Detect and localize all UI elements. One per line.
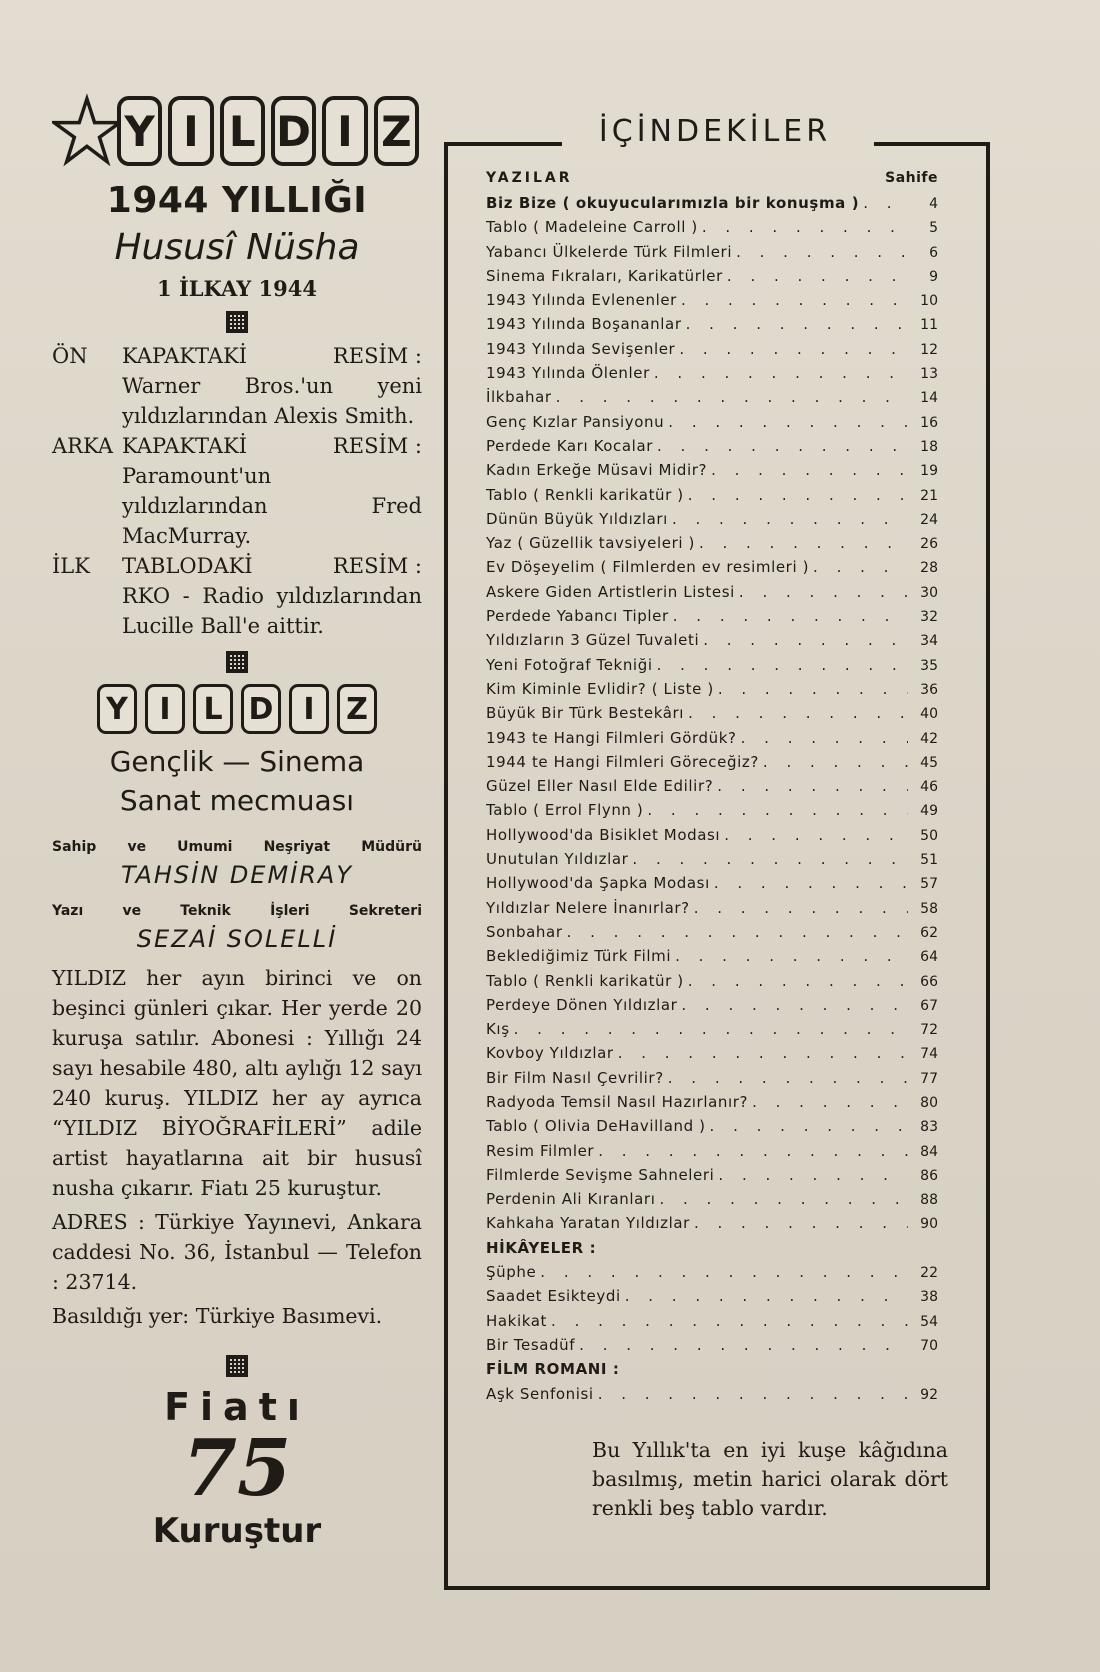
toc-entry-page: 83 [920,1119,938,1136]
cover-front-head [52,341,422,371]
toc-row [486,388,938,412]
logo-letter: I [145,684,185,734]
dot-leader [681,291,908,309]
toc-row [486,874,938,898]
yildiz-logo-small [52,681,422,737]
toc-row [486,923,938,947]
toc-entry-title: Şüphe [486,1263,537,1282]
toc-entry-title: Biz Bize ( okuyucularımızla bir konuşma ) [486,194,860,212]
toc-entry-title: 1944 te Hangi Filmleri Göreceğiz? [486,752,759,771]
toc-entry-title: 1943 Yılında Boşananlar [486,315,682,334]
toc-entry-title: Kadın Erkeğe Müsavi Midir? [486,461,708,480]
logo-letter: D [271,96,316,166]
cover-back-body: Paramount'un yıldızlarından Fred MacMurray. [122,464,422,548]
toc-row [486,1020,938,1044]
role-owner [52,839,422,855]
toc-entry-title: Büyük Bir Türk Bestekârı [486,704,685,723]
printer-info: Basıldığı yer: Türkiye Basımevi. [52,1304,383,1328]
cover-word: KAPAKTAKİ [122,344,248,368]
logo-letter: I [322,96,367,166]
toc-row [486,631,938,655]
dot-leader [618,1044,908,1062]
toc-row [486,194,938,218]
toc-entry-title: Güzel Eller Nasıl Elde Edilir? [486,777,714,796]
toc-entry-page: 49 [920,803,938,820]
toc-row [486,558,938,582]
toc-entry-page: 74 [920,1046,938,1063]
cover-front-body: Warner Bros.'un yeni yıldızlarından Alexis Smith. [122,374,422,428]
dot-leader [679,340,908,358]
logo-letter: I [289,684,329,734]
role-word: Yazı [52,903,84,919]
toc-entry-page: 19 [920,463,938,480]
dot-leader [657,437,908,455]
toc-entry-title: Dünün Büyük Yıldızları [486,509,668,528]
dot-leader [727,267,908,285]
toc-entry-page: 40 [920,706,938,723]
toc-row [486,1069,938,1093]
toc-entry-page: 80 [920,1094,938,1111]
role-word: Umumi [177,839,233,855]
toc-entry-page: 13 [920,366,938,383]
dot-leader [699,534,908,552]
toc-section-novel: FİLM ROMANI : [486,1360,620,1379]
dot-leader [702,218,908,236]
toc-entry-title: Filmlerde Sevişme Sahneleri [486,1165,715,1184]
toc-row [486,437,938,461]
logo-letter: Z [337,684,377,734]
dot-leader [688,704,908,722]
toc-stories [486,1263,938,1360]
toc-row [486,1287,938,1311]
secretary-name: SEZAİ SOLELLİ [136,925,338,953]
left-column [52,88,422,1551]
dot-leader [668,1069,908,1087]
cover-first-head [52,551,422,581]
toc-entry-page: 32 [920,609,938,626]
dot-leader [694,1214,908,1232]
toc-entry-page: 86 [920,1167,938,1184]
subscription-info: YILDIZ her ayın birinci ve on beşinci günleri çıkar. Her yerde 20 kuruşa satılır. Abonesi : Yıllığı 24 sayı hesabile 480, altı aylığı 12 sayı 240 kuruş. YILDIZ her ay ayrıca “YILDIZ BİYOĞRAFİLERİ” adile artist hayatlarına ait bir hususî nusha çıkarır. Fiatı 25 kuruştur. [52,966,422,1200]
toc-entry-title: Kış [486,1020,510,1039]
toc-entry-title: Perdeye Dönen Yıldızlar [486,995,678,1014]
toc-row [486,1214,938,1238]
role-word: Teknik [180,903,231,919]
dot-leader [718,680,908,698]
toc-entry-title: Bir Film Nasıl Çevrilir? [486,1068,664,1087]
toc-entry-page: 38 [920,1289,938,1306]
dot-leader [673,607,908,625]
toc-entry-title: Kahkaha Yaratan Yıldızlar [486,1214,690,1233]
toc-entry-title: Perdenin Ali Kıranları [486,1190,656,1209]
toc-header [486,170,938,194]
toc-entry-page: 16 [920,414,938,431]
toc-entry-title: Hakikat [486,1311,548,1330]
dot-leader [668,413,908,431]
dot-leader [710,1117,908,1135]
toc-entry-page: 4 [929,196,938,212]
logo-letter: Y [97,684,137,734]
toc-entry-page: 57 [920,876,938,893]
toc-entry-page: 10 [920,293,938,310]
toc-novel [486,1385,938,1409]
toc-row [486,364,938,388]
toc-row [486,218,938,242]
toc-row [486,1312,938,1336]
toc-entry-title: Beklediğimiz Türk Filmi [486,947,672,966]
toc-entry-title: Yaz ( Güzellik tavsiyeleri ) [486,534,695,553]
toc-entry-title: Kim Kiminle Evlidir? ( Liste ) [486,679,714,698]
dot-leader [739,583,908,601]
star-icon [52,88,122,174]
toc-row [486,1190,938,1214]
cover-back-head [52,431,422,461]
toc-articles [486,194,938,1239]
dot-leader [703,631,908,649]
toc-entry-page: 24 [920,511,938,528]
toc-row [486,243,938,267]
toc-entry-page: 26 [920,536,938,553]
toc-entry-title: Askere Giden Artistlerin Listesi [486,582,735,601]
dot-leader [659,1190,908,1208]
dot-leader [741,729,908,747]
dot-leader [598,1142,908,1160]
toc-entry-page: 11 [920,317,938,334]
toc-entry-title: Yeni Fotoğraf Tekniği [486,655,653,674]
toc-entry-title: Tablo ( Olivia DeHavilland ) [486,1117,706,1136]
dot-leader [688,486,908,504]
toc-row [486,1263,938,1287]
toc-row [486,1385,938,1409]
dot-leader [632,850,908,868]
toc-section-stories: HİKÂYELER : [486,1238,597,1257]
cover-word: TABLODAKİ [122,554,253,578]
toc-entry-page: 9 [929,268,938,285]
cover-label: ÖN [52,344,88,368]
toc-entry-title: 1943 te Hangi Filmleri Gördük? [486,728,737,747]
dot-leader [736,243,908,261]
toc-header-page: Sahife [885,170,938,186]
toc-entry-title: Radyoda Temsil Nasıl Hazırlanır? [486,1092,749,1111]
toc-entry-title: Hollywood'da Bisiklet Modası [486,825,721,844]
toc-row [486,753,938,777]
toc-entry-title: Kovboy Yıldızlar [486,1044,614,1063]
yildiz-logo [52,88,422,174]
dot-leader [688,972,908,990]
toc-entry-page: 30 [920,584,938,601]
toc-entry-title: Perdede Karı Kocalar [486,436,654,455]
toc-row [486,510,938,534]
cover-word: KAPAKTAKİ [122,434,248,458]
dot-leader [863,194,908,212]
toc-entry-title: Tablo ( Madeleine Carroll ) [486,218,698,237]
toc-entry-page: 12 [920,341,938,358]
toc-row [486,704,938,728]
toc-entry-page: 28 [920,560,938,577]
toc-entry-page: 66 [920,973,938,990]
toc-entry-title: Resim Filmler [486,1141,595,1160]
toc-row [486,972,938,996]
toc-entry-page: 62 [920,924,938,941]
toc-entry-page: 92 [920,1386,938,1403]
logo-letter: Z [374,96,419,166]
cover-first-body: RKO - Radio yıldızlarından Lucille Ball'e aittir. [122,584,422,638]
dot-leader [647,801,908,819]
toc-row [486,777,938,801]
toc-row [486,291,938,315]
toc-entry-title: Yabancı Ülkelerde Türk Filmleri [486,242,733,261]
toc-row [486,1093,938,1117]
dot-leader [763,753,908,771]
toc-entry-title: Perdede Yabancı Tipler [486,607,669,626]
toc-row [486,850,938,874]
toc-entry-page: 46 [920,779,938,796]
toc-entry-page: 84 [920,1143,938,1160]
cover-word: RESİM : [332,554,422,578]
toc-entry-title: Tablo ( Renkli karikatür ) [486,485,684,504]
price-label: Fiatı [164,1385,310,1429]
toc-row [486,899,938,923]
toc-row [486,729,938,753]
toc-row [486,461,938,485]
role-secretary [52,903,422,919]
dot-leader [654,364,908,382]
logo-letter: L [220,96,265,166]
toc-row [486,1166,938,1190]
magazine-subtitle: Gençlik — Sinema [109,745,365,778]
toc-entry-page: 90 [920,1216,938,1233]
cover-label: ARKA [52,434,113,458]
toc-entry-page: 64 [920,949,938,966]
toc-title: İÇİNDEKİLER [598,114,832,149]
role-word: Neşriyat [263,839,331,855]
dot-leader [813,558,908,576]
toc-entry-page: 6 [929,244,938,261]
table-of-contents [486,170,938,1409]
toc-entry-page: 14 [920,390,938,407]
logo-letter: I [168,96,213,166]
role-word: Müdürü [361,839,422,855]
cover-label: İLK [52,554,90,578]
toc-entry-page: 88 [920,1192,938,1209]
toc-entry-title: Hollywood'da Şapka Modası [486,874,710,893]
toc-entry-page: 21 [920,487,938,504]
toc-entry-title: Genç Kızlar Pansiyonu [486,412,665,431]
toc-row [486,680,938,704]
dot-leader [752,1093,908,1111]
toc-row [486,1117,938,1141]
toc-entry-page: 5 [929,220,938,237]
toc-row [486,1336,938,1360]
toc-entry-page: 51 [920,852,938,869]
cover-credits [52,341,422,641]
price-unit: Kuruştur [152,1511,322,1551]
dot-leader [711,461,908,479]
toc-row [486,413,938,437]
dot-leader [681,996,908,1014]
magazine-subtitle-2: Sanat mecmuası [119,784,355,817]
toc-row [486,826,938,850]
toc-entry-page: 67 [920,997,938,1014]
dot-leader [717,777,908,795]
toc-entry-page: 45 [920,754,938,771]
toc-row [486,947,938,971]
address-info: ADRES : Türkiye Yayınevi, Ankara caddesi No. 36, İstanbul — Telefon : 23714. [52,1210,422,1294]
yearbook-note: Bu Yıllık'ta en iyi kuşe kâğıdına basılmış, metin harici olarak dört renkli beş tablo vardır. [592,1438,948,1520]
logo-letter: D [241,684,281,734]
dot-leader [718,1166,908,1184]
toc-entry-page: 36 [920,681,938,698]
toc-entry-page: 22 [920,1265,938,1282]
owner-name: TAHSİN DEMİRAY [121,861,353,889]
toc-entry-title: İlkbahar [486,388,552,407]
toc-row [486,267,938,291]
dot-leader [579,1336,908,1354]
toc-row [486,1142,938,1166]
toc-entry-title: Unutulan Yıldızlar [486,850,629,869]
dot-leader [540,1263,908,1281]
price-value: 75 [182,1423,292,1514]
toc-row [486,534,938,558]
cover-word: RESİM : [332,344,422,368]
toc-row [486,1044,938,1068]
role-word: Sahip [52,839,97,855]
toc-entry-title: Aşk Senfonisi [486,1384,594,1403]
toc-row [486,583,938,607]
toc-entry-title: Sinema Fıkraları, Karikatürler [486,266,723,285]
toc-row [486,996,938,1020]
logo-letter: Y [117,96,162,166]
logo-letter: L [193,684,233,734]
toc-entry-page: 42 [920,730,938,747]
ornament-icon [226,1355,248,1377]
toc-row [486,486,938,510]
toc-entry-page: 72 [920,1022,938,1039]
toc-entry-page: 34 [920,633,938,650]
dot-leader [724,826,908,844]
dot-leader [551,1312,908,1330]
toc-entry-title: Saadet Esikteydi [486,1287,621,1306]
toc-entry-title: 1943 Yılında Evlenenler [486,291,677,310]
dot-leader [714,874,908,892]
toc-entry-page: 35 [920,657,938,674]
dot-leader [694,899,908,917]
toc-row [486,607,938,631]
toc-row [486,315,938,339]
toc-entry-page: 50 [920,827,938,844]
dot-leader [567,923,908,941]
special-issue: Hususî Nüsha [114,227,360,268]
toc-header-label: YAZILAR [486,170,573,186]
yearbook-title: 1944 YILLIĞI [106,180,368,221]
toc-entry-title: Tablo ( Renkli karikatür ) [486,971,684,990]
role-word: Sekreteri [348,903,422,919]
dot-leader [514,1020,908,1038]
role-word: ve [122,903,142,919]
toc-entry-title: Yıldızlar Nelere İnanırlar? [486,898,690,917]
toc-entry-page: 70 [920,1337,938,1354]
cover-word: RESİM : [332,434,422,458]
toc-entry-page: 18 [920,438,938,455]
dot-leader [672,510,908,528]
ornament-icon [226,651,248,673]
toc-entry-page: 77 [920,1070,938,1087]
toc-entry-title: Bir Tesadüf [486,1335,576,1354]
toc-entry-title: 1943 Yılında Sevişenler [486,339,676,358]
toc-row [486,656,938,680]
toc-entry-title: Sonbahar [486,922,563,941]
dot-leader [686,315,908,333]
toc-entry-title: Ev Döşeyelim ( Filmlerden ev resimleri ) [486,558,810,577]
dot-leader [625,1287,908,1305]
role-word: ve [127,839,147,855]
dot-leader [556,388,908,406]
toc-row [486,340,938,364]
toc-entry-page: 54 [920,1313,938,1330]
toc-entry-title: Tablo ( Errol Flynn ) [486,801,644,820]
role-word: İşleri [270,903,310,919]
issue-date: 1 İLKAY 1944 [157,276,317,301]
toc-entry-title: 1943 Yılında Ölenler [486,364,650,383]
toc-entry-page: 58 [920,900,938,917]
dot-leader [657,656,908,674]
toc-row [486,801,938,825]
dot-leader [675,947,908,965]
toc-entry-title: Yıldızların 3 Güzel Tuvaleti [486,631,700,650]
dot-leader [598,1385,908,1403]
ornament-icon [226,311,248,333]
